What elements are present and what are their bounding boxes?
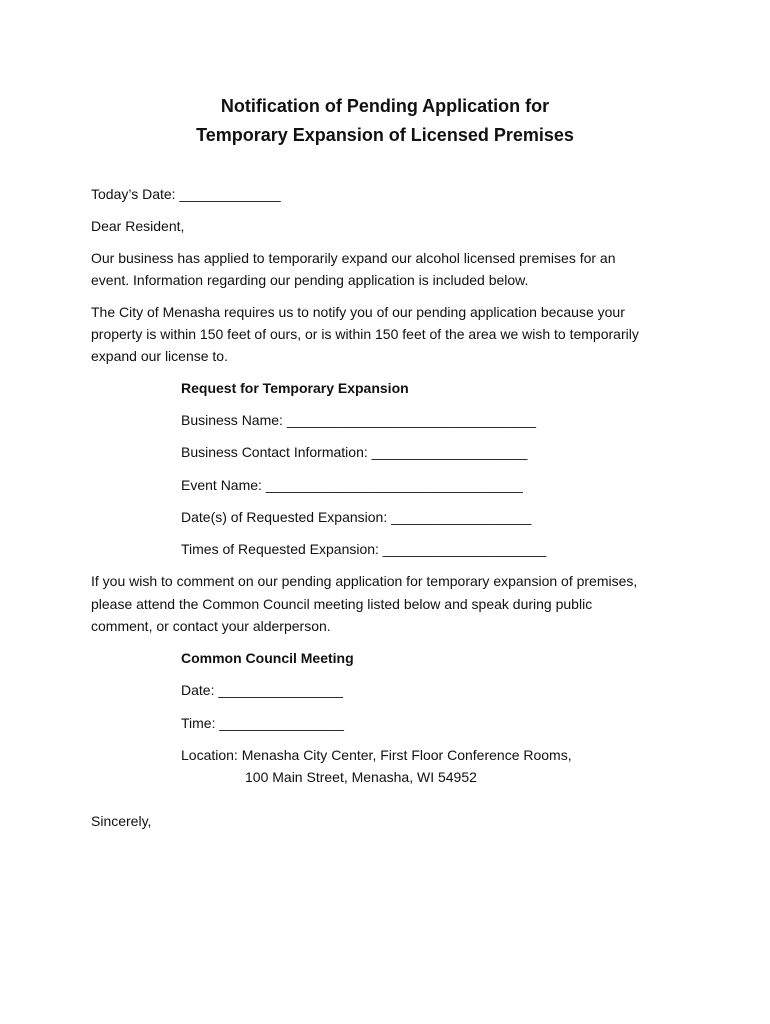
todays-date-line: Today’s Date: _____________ bbox=[91, 186, 281, 202]
closing: Sincerely, bbox=[91, 813, 152, 829]
salutation: Dear Resident, bbox=[91, 218, 185, 234]
requested-dates-field: Date(s) of Requested Expansion: __________________ bbox=[181, 509, 532, 525]
document-title-line-2: Temporary Expansion of Licensed Premises bbox=[196, 125, 574, 145]
paragraph-2-line-1: The City of Menasha requires us to notify you of our pending application because your bbox=[91, 304, 625, 320]
business-contact-field: Business Contact Information: ____________________ bbox=[181, 444, 528, 460]
document-title-line-1: Notification of Pending Application for bbox=[220, 96, 550, 116]
meeting-date-field: Date: ________________ bbox=[181, 682, 343, 698]
meeting-time-field: Time: ________________ bbox=[181, 715, 344, 731]
paragraph-2-line-3: expand our license to. bbox=[91, 348, 228, 364]
business-name-field: Business Name: ________________________________ bbox=[181, 412, 536, 428]
requested-times-field: Times of Requested Expansion: _____________________ bbox=[181, 541, 547, 557]
meeting-section-heading: Common Council Meeting bbox=[181, 650, 354, 666]
meeting-location-line-2: 100 Main Street, Menasha, WI 54952 bbox=[245, 769, 477, 785]
paragraph-1-line-1: Our business has applied to temporarily expand our alcohol licensed premises for an bbox=[91, 250, 616, 266]
event-name-field: Event Name: _________________________________ bbox=[181, 477, 523, 493]
paragraph-3-line-1: If you wish to comment on our pending application for temporary expansion of premises, bbox=[91, 573, 638, 589]
paragraph-3-line-3: comment, or contact your alderperson. bbox=[91, 618, 331, 634]
request-section-heading: Request for Temporary Expansion bbox=[181, 380, 409, 396]
paragraph-1-line-2: event. Information regarding our pending application is included below. bbox=[91, 272, 529, 288]
meeting-location-line-1: Location: Menasha City Center, First Floor Conference Rooms, bbox=[181, 747, 572, 763]
paragraph-2-line-2: property is within 150 feet of ours, or is within 150 feet of the area we wish to temporarily bbox=[91, 326, 639, 342]
paragraph-3-line-2: please attend the Common Council meeting listed below and speak during public bbox=[91, 596, 593, 612]
